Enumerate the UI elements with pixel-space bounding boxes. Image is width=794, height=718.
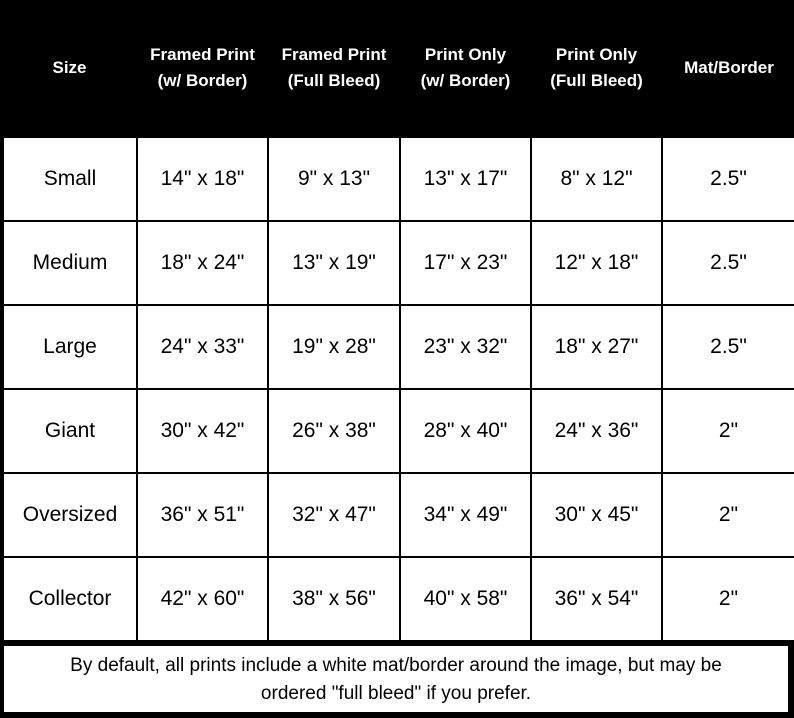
table-row [2,137,794,221]
header-framed-bleed-line2: (Full Bleed) [287,71,381,90]
cell-size: Medium [2,221,137,305]
cell-mat: 2" [662,557,794,641]
table-header-row [2,0,794,137]
cell-framed-border: 14" x 18" [137,137,268,221]
cell-print-bleed: 12" x 18" [531,221,662,305]
cell-framed-border: 24" x 33" [137,305,268,389]
cell-print-border: 23" x 32" [400,305,531,389]
cell-mat: 2.5" [662,305,794,389]
cell-print-border: 13" x 17" [400,137,531,221]
cell-framed-border: 30" x 42" [137,389,268,473]
cell-print-bleed: 24" x 36" [531,389,662,473]
cell-framed-bleed: 38" x 56" [268,557,400,641]
cell-print-border: 28" x 40" [400,389,531,473]
cell-size: Giant [2,389,137,473]
header-size-label: Size [52,58,87,77]
cell-size: Collector [2,557,137,641]
table-row [2,557,794,641]
cell-size: Oversized [2,473,137,557]
cell-framed-bleed: 26" x 38" [268,389,400,473]
cell-framed-bleed: 32" x 47" [268,473,400,557]
footnote [4,644,788,712]
cell-print-bleed: 30" x 45" [531,473,662,557]
table-row [2,389,794,473]
header-print-border-line1: Print Only [424,45,507,64]
cell-size: Small [2,137,137,221]
cell-framed-bleed: 9" x 13" [268,137,400,221]
header-mat-border [662,0,794,137]
footnote-line2: ordered "full bleed" if you prefer. [260,683,532,704]
cell-mat: 2" [662,389,794,473]
cell-framed-bleed: 13" x 19" [268,221,400,305]
table-row [2,473,794,557]
cell-print-bleed: 36" x 54" [531,557,662,641]
cell-print-border: 34" x 49" [400,473,531,557]
header-framed-border-line2: (w/ Border) [157,71,248,90]
cell-framed-bleed: 19" x 28" [268,305,400,389]
cell-print-bleed: 18" x 27" [531,305,662,389]
cell-mat: 2.5" [662,137,794,221]
header-framed-bleed [268,0,400,137]
header-print-bleed [531,0,662,137]
table-row [2,221,794,305]
cell-mat: 2" [662,473,794,557]
cell-print-border: 40" x 58" [400,557,531,641]
footnote-line1: By default, all prints include a white mat/border around the image, but may be [70,655,722,676]
cell-print-bleed: 8" x 12" [531,137,662,221]
cell-framed-border: 36" x 51" [137,473,268,557]
cell-mat: 2.5" [662,221,794,305]
header-framed-border-line1: Framed Print [150,45,255,64]
header-print-border-line2: (w/ Border) [420,71,511,90]
header-mat-border-label: Mat/Border [684,58,774,77]
header-print-bleed-line1: Print Only [555,45,638,64]
cell-print-border: 17" x 23" [400,221,531,305]
cell-framed-border: 18" x 24" [137,221,268,305]
header-framed-border [137,0,268,137]
header-framed-bleed-line1: Framed Print [281,45,387,64]
header-size [2,0,137,137]
cell-size: Large [2,305,137,389]
header-print-border [400,0,531,137]
cell-framed-border: 42" x 60" [137,557,268,641]
header-print-bleed-line2: (Full Bleed) [550,71,643,90]
table-row [2,305,794,389]
